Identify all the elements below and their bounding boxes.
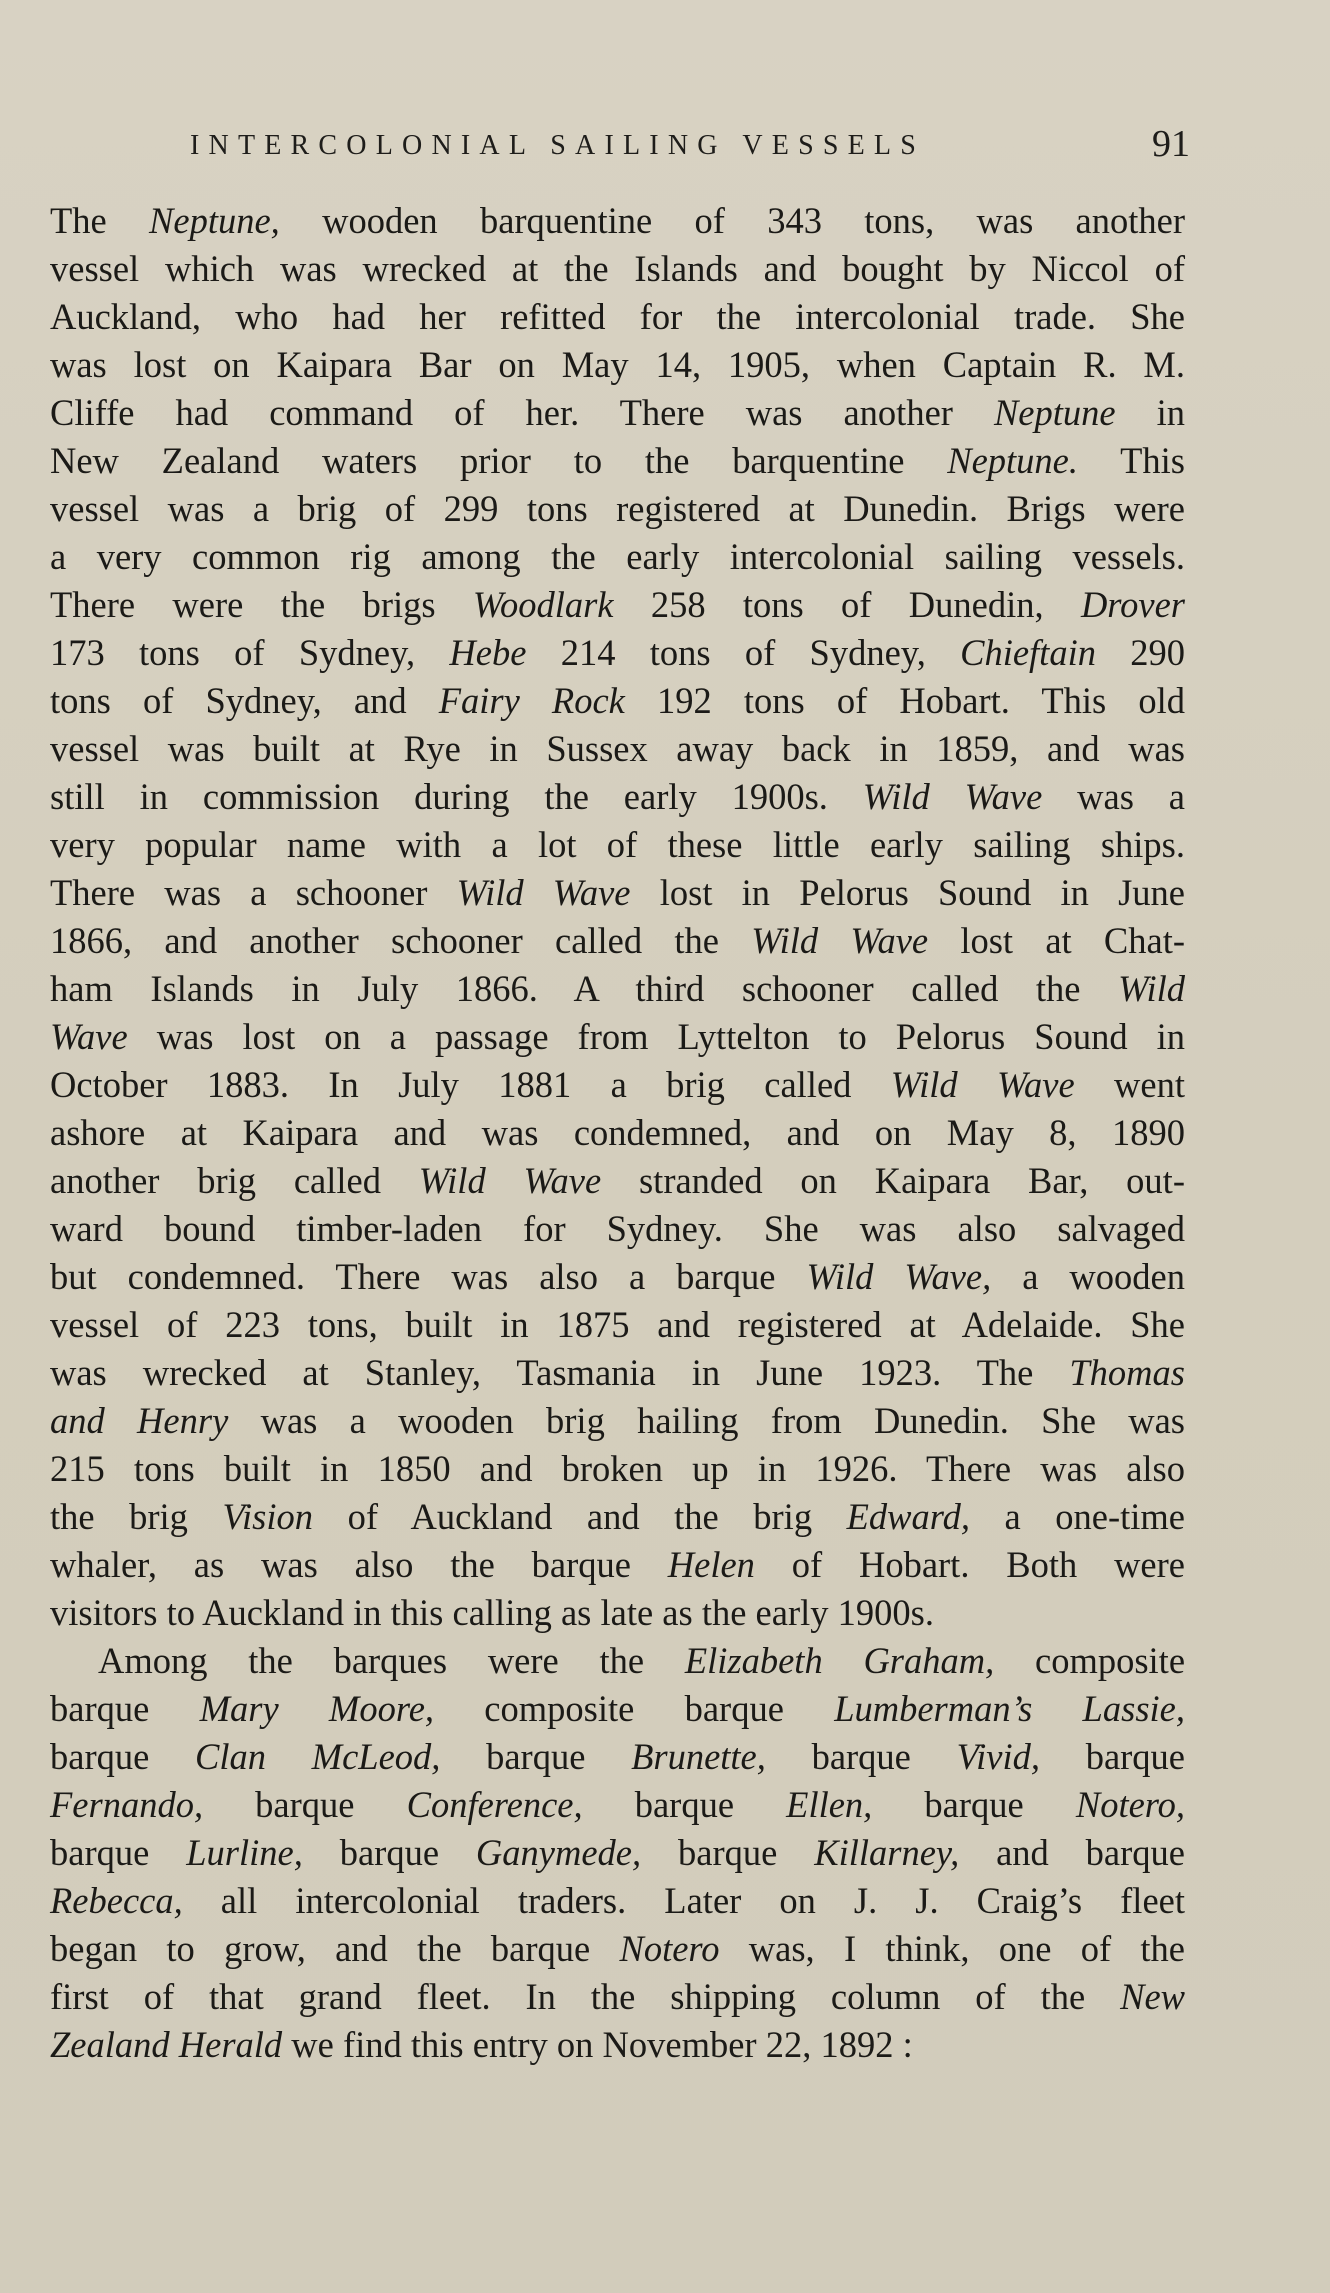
italic-vessel-name: Vision	[222, 1496, 314, 1537]
text-line: Zealand Herald we find this entry on November 22, 1892 :	[50, 2024, 913, 2065]
text-line: barque Lurline, barque Ganymede, barque Killarney, and barque	[50, 1832, 1185, 1873]
text-line: October 1883. In July 1881 a brig called Wild Wave went	[50, 1064, 1186, 1105]
italic-vessel-name: Mary Moore,	[199, 1688, 435, 1729]
text-line: tons of Sydney, and Fairy Rock 192 tons of Hobart. This old	[50, 680, 1185, 721]
text-line: Cliffe had command of her. There was another Neptune in	[50, 392, 1185, 433]
text-line: The Neptune, wooden barquentine of 343 tons, was another	[50, 200, 1186, 241]
italic-vessel-name: Wild Wave	[862, 776, 1043, 817]
text-line: Among the barques were the Elizabeth Graham, composite	[98, 1640, 1186, 1681]
text-line: There were the brigs Woodlark 258 tons of Dunedin, Drover	[50, 584, 1186, 625]
italic-vessel-name: Wave	[50, 1016, 128, 1057]
text-line: Rebecca, all intercolonial traders. Later on J. J. Craig’s fleet	[50, 1880, 1185, 1921]
italic-vessel-name: Ganymede,	[475, 1832, 642, 1873]
text-line: still in commission during the early 1900s. Wild Wave was a	[50, 776, 1185, 817]
italic-vessel-name: Wild	[1118, 968, 1185, 1009]
text-line: but condemned. There was also a barque Wild Wave, a wooden	[50, 1256, 1185, 1297]
italic-vessel-name: Notero,	[1075, 1784, 1186, 1825]
italic-vessel-name: Thomas	[1069, 1352, 1185, 1393]
text-line: barque Clan McLeod, barque Brunette, barque Vivid, barque	[50, 1736, 1186, 1777]
text-line: began to grow, and the barque Notero was, I think, one of the	[50, 1928, 1185, 1969]
italic-vessel-name: Neptune	[993, 392, 1116, 433]
italic-vessel-name: Wild Wave	[751, 920, 929, 961]
italic-vessel-name: Chieftain	[960, 632, 1096, 673]
text-line: and Henry was a wooden brig hailing from Dunedin. She was	[50, 1400, 1186, 1441]
italic-vessel-name: Edward,	[846, 1496, 970, 1537]
text-line: vessel which was wrecked at the Islands and bought by Niccol of	[50, 248, 1185, 289]
italic-vessel-name: Wild Wave,	[806, 1256, 992, 1297]
italic-vessel-name: Brunette,	[631, 1736, 766, 1777]
page-number: 91	[1152, 123, 1190, 165]
text-line: the brig Vision of Auckland and the brig Edward, a one-time	[50, 1496, 1185, 1537]
italic-vessel-name: Rebecca,	[50, 1880, 183, 1921]
italic-vessel-name: Lurline,	[186, 1832, 303, 1873]
text-line: vessel of 223 tons, built in 1875 and registered at Adelaide. She	[50, 1304, 1185, 1345]
text-line: ward bound timber-laden for Sydney. She was also salvaged	[50, 1208, 1185, 1249]
text-line: 1866, and another schooner called the Wild Wave lost at Chat-	[50, 920, 1185, 961]
text-line: a very common rig among the early intercolonial sailing vessels.	[50, 536, 1185, 577]
italic-vessel-name: Elizabeth Graham,	[684, 1640, 995, 1681]
text-line: vessel was built at Rye in Sussex away back in 1859, and was	[50, 728, 1185, 769]
italic-vessel-name: Wild Wave	[890, 1064, 1075, 1105]
paragraph	[50, 1637, 1185, 2069]
body-text	[50, 197, 1185, 2069]
text-line: ham Islands in July 1866. A third schooner called the Wild	[50, 968, 1185, 1009]
text-line: very popular name with a lot of these little early sailing ships.	[50, 824, 1185, 865]
italic-vessel-name: Hebe	[449, 632, 527, 673]
text-line: ashore at Kaipara and was condemned, and on May 8, 1890	[50, 1112, 1185, 1153]
italic-vessel-name: Wild Wave	[456, 872, 631, 913]
text-line: 215 tons built in 1850 and broken up in 1926. There was also	[50, 1448, 1185, 1489]
text-line: was lost on Kaipara Bar on May 14, 1905, when Captain R. M.	[50, 344, 1185, 385]
italic-vessel-name: Neptune.	[947, 440, 1079, 481]
italic-vessel-name: Vivid,	[956, 1736, 1041, 1777]
text-line: whaler, as was also the barque Helen of Hobart. Both were	[50, 1544, 1185, 1585]
italic-vessel-name: Fairy Rock	[438, 680, 625, 721]
text-line: vessel was a brig of 299 tons registered at Dunedin. Brigs were	[50, 488, 1185, 529]
text-line: Wave was lost on a passage from Lyttelton to Pelorus Sound in	[50, 1016, 1185, 1057]
text-line: visitors to Auckland in this calling as late as the early 1900s.	[50, 1592, 934, 1633]
italic-vessel-name: Drover	[1080, 584, 1186, 625]
text-line: There was a schooner Wild Wave lost in Pelorus Sound in June	[50, 872, 1185, 913]
text-line: Fernando, barque Conference, barque Ellen, barque Notero,	[50, 1784, 1186, 1825]
italic-vessel-name: Helen	[667, 1544, 755, 1585]
italic-vessel-name: Woodlark	[472, 584, 614, 625]
paragraph	[50, 197, 1185, 1637]
italic-vessel-name: Ellen,	[786, 1784, 873, 1825]
italic-vessel-name: Notero	[619, 1928, 720, 1969]
italic-vessel-name: Conference,	[406, 1784, 583, 1825]
italic-vessel-name: Zealand Herald	[50, 2024, 283, 2065]
italic-vessel-name: and Henry	[50, 1400, 229, 1441]
text-line: another brig called Wild Wave stranded on Kaipara Bar, out-	[50, 1160, 1185, 1201]
running-head	[190, 123, 1190, 166]
italic-vessel-name: Lumberman’s Lassie,	[834, 1688, 1185, 1729]
text-line: first of that grand fleet. In the shipping column of the New	[50, 1976, 1185, 2017]
text-line: Auckland, who had her refitted for the intercolonial trade. She	[50, 296, 1185, 337]
text-line: was wrecked at Stanley, Tasmania in June 1923. The Thomas	[50, 1352, 1185, 1393]
text-line: New Zealand waters prior to the barquentine Neptune. This	[50, 440, 1186, 481]
italic-vessel-name: Killarney,	[814, 1832, 960, 1873]
italic-vessel-name: New	[1120, 1976, 1185, 2017]
running-title: INTERCOLONIAL SAILING VESSELS	[190, 130, 926, 161]
text-line: 173 tons of Sydney, Hebe 214 tons of Sydney, Chieftain 290	[50, 632, 1186, 673]
text-line: barque Mary Moore, composite barque Lumberman’s Lassie,	[50, 1688, 1185, 1729]
italic-vessel-name: Fernando,	[50, 1784, 204, 1825]
italic-vessel-name: Wild Wave	[418, 1160, 602, 1201]
italic-vessel-name: Clan McLeod,	[195, 1736, 441, 1777]
italic-vessel-name: Neptune,	[149, 200, 280, 241]
